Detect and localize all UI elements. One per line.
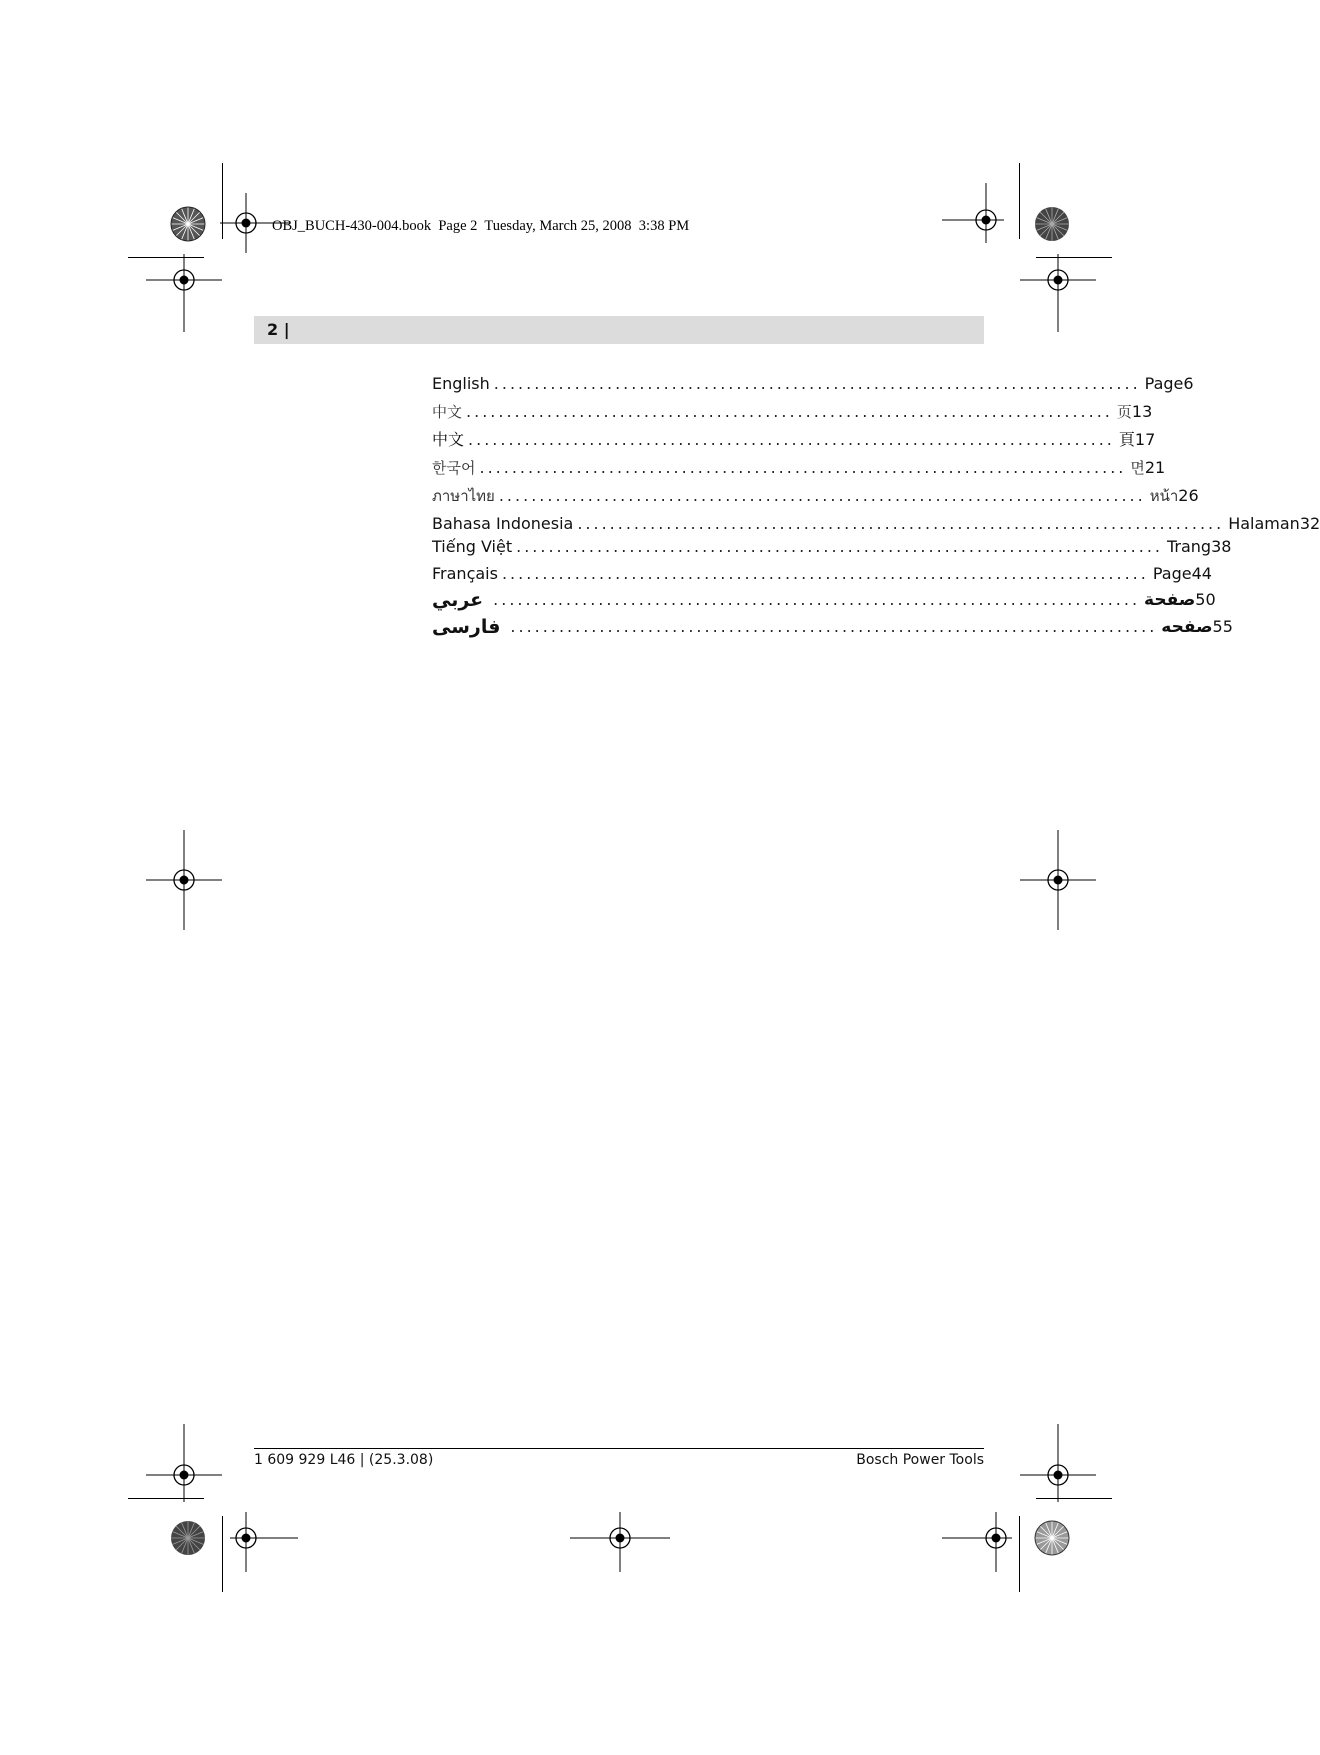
toc-entry-vietnamese[interactable] [432, 533, 1232, 557]
toc-leader-dots: ................................................................................ [479, 458, 1127, 477]
toc-leader-dots: ................................................................................ [510, 617, 1158, 636]
registration-mark-icon [1018, 830, 1098, 930]
toc-page-word: 頁 [1118, 430, 1135, 449]
toc-entry-french[interactable] [432, 560, 1212, 584]
registration-mark-icon [230, 1512, 300, 1572]
page-number: 2 | [267, 320, 290, 339]
star-target-icon [1034, 1520, 1070, 1556]
toc-page-number: 50 [1195, 590, 1216, 609]
toc-entry-thai[interactable] [432, 482, 1199, 506]
toc-page-number: 55 [1212, 617, 1233, 636]
toc-leader-dots: ................................................................................ [466, 402, 1113, 421]
star-target-icon [170, 1520, 206, 1556]
toc-leader-dots: ................................................................................ [468, 430, 1115, 449]
star-target-icon [170, 206, 206, 242]
toc-entry-persian[interactable] [432, 613, 1233, 638]
toc-language: English [432, 374, 490, 393]
toc-leader-dots: ................................................................................ [498, 486, 1146, 505]
registration-mark-icon [570, 1512, 670, 1572]
registration-mark-icon [144, 830, 224, 930]
toc-page-number: 38 [1211, 537, 1232, 556]
toc-entry-english[interactable] [432, 370, 1194, 394]
toc-leader-dots: ................................................................................ [501, 564, 1149, 583]
toc-entry-chinese-simplified[interactable] [432, 398, 1153, 422]
registration-mark-icon [1018, 1424, 1098, 1504]
registration-mark-icon [144, 254, 224, 334]
toc-leader-dots: ................................................................................ [516, 537, 1163, 556]
footer-brand: Bosch Power Tools [856, 1452, 984, 1468]
toc-language: 中文 [432, 403, 463, 421]
toc-page-number: 6 [1183, 374, 1194, 393]
toc-language: فارسی [432, 616, 501, 638]
toc-page-number: 32 [1299, 514, 1320, 533]
toc-page-word: 页 [1116, 403, 1132, 421]
toc-language: ภาษาไทย [432, 487, 495, 505]
footer-rule [254, 1448, 984, 1449]
toc-entry-indonesian[interactable] [432, 510, 1320, 534]
crop-line [222, 1516, 223, 1592]
toc-language: عربي [432, 589, 484, 611]
toc-page-number: 13 [1131, 402, 1153, 421]
star-target-icon [1034, 206, 1070, 242]
toc-language: Tiếng Việt [432, 537, 513, 556]
toc-page-word: Trang [1166, 537, 1212, 556]
toc-entry-korean[interactable] [432, 454, 1166, 478]
toc-page-word: Halaman [1228, 514, 1300, 533]
registration-mark-icon [942, 1512, 1012, 1572]
book-info-header: OBJ_BUCH-430-004.book Page 2 Tuesday, March 25, 2008 3:38 PM [272, 218, 690, 234]
footer-doc-number: 1 609 929 L46 | (25.3.08) [254, 1452, 434, 1468]
toc-page-number: 17 [1134, 430, 1156, 449]
toc-leader-dots: ................................................................................ [493, 374, 1141, 393]
toc-leader-dots: ................................................................................ [493, 590, 1141, 609]
toc-language: Bahasa Indonesia [432, 514, 574, 533]
page-header-band [254, 316, 984, 344]
toc-page-word: Page [1144, 374, 1184, 393]
toc-page-word: Page [1152, 564, 1192, 583]
toc-entry-arabic[interactable] [432, 586, 1216, 611]
toc-page-number: 44 [1191, 564, 1212, 583]
toc-language: Français [432, 564, 498, 583]
toc-entry-chinese-traditional[interactable] [432, 426, 1156, 450]
toc-language: 한국어 [432, 459, 476, 477]
crop-line [1019, 1516, 1020, 1592]
toc-page-word: 면 [1130, 459, 1145, 477]
toc-page-word: หน้า [1149, 487, 1179, 505]
toc-leader-dots: ................................................................................ [577, 514, 1225, 533]
registration-mark-icon [1018, 254, 1098, 334]
toc-page-word: صفحه [1161, 617, 1213, 637]
toc-language: 中文 [432, 430, 465, 449]
registration-mark-icon [942, 183, 1022, 243]
toc-page-word: صفحة [1144, 590, 1196, 610]
toc-page-number: 26 [1178, 486, 1199, 505]
registration-mark-icon [144, 1424, 224, 1504]
toc-page-number: 21 [1144, 458, 1166, 477]
